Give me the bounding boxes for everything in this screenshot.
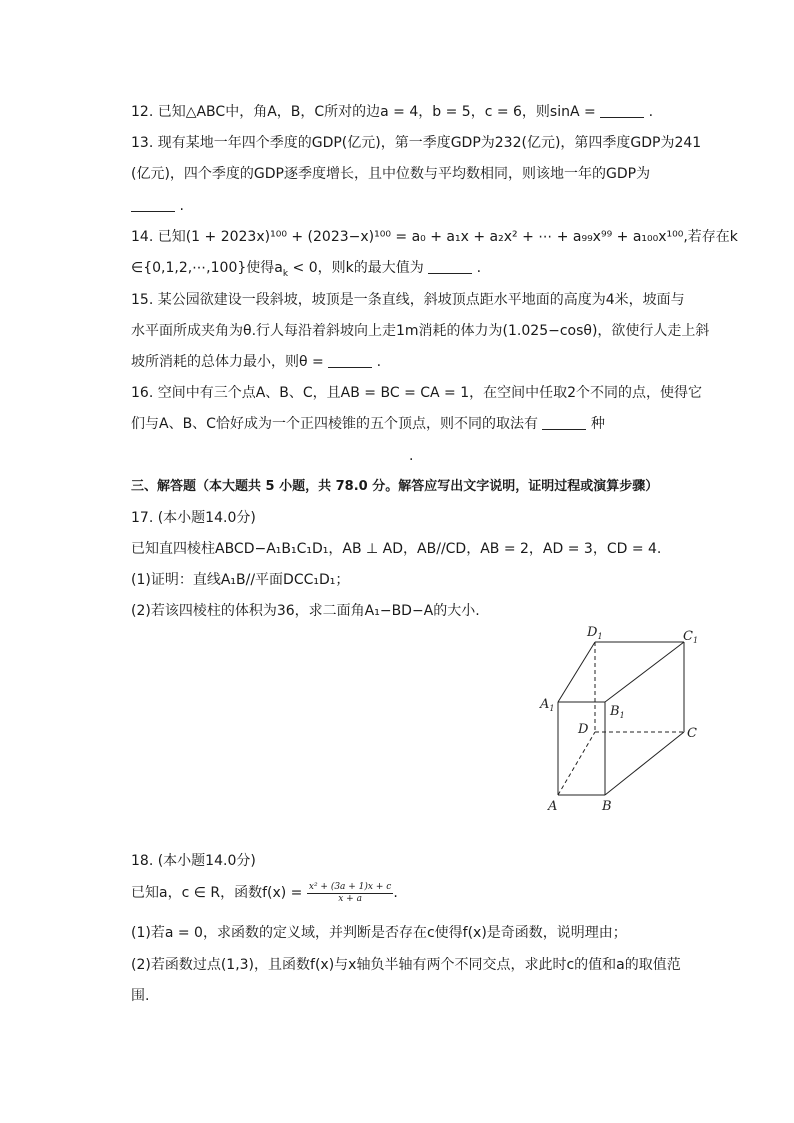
q17-line-3: (2)若该四棱柱的体积为36，求二面角A₁−BD−A的大小. [131, 603, 480, 619]
q16-line-1: 16. 空间中有三个点A、B、C，且AB = BC = CA = 1，在空间中任取2个不同的点，使得它 [131, 385, 703, 401]
edge-a-d-hidden [558, 732, 595, 795]
label-d1: $D_1$ [587, 625, 603, 641]
q16-line-2 [131, 414, 605, 434]
question-12 [131, 102, 653, 122]
q14-condition: < 0，则k的最大值为 [288, 260, 424, 276]
label-b: B [602, 799, 612, 814]
q13-period: . [179, 198, 184, 214]
q18-denominator: x + a [338, 893, 362, 904]
q15-line-3 [131, 352, 381, 372]
prism-figure [530, 620, 710, 820]
q18-line-3: (2)若函数过点(1,3)，且函数f(x)与x轴负半轴有两个不同交点，求此时c的值和a的取值范 [131, 957, 681, 973]
q13-line-1: 13. 现有某地一年四个季度的GDP(亿元)，第一季度GDP为232(亿元)，第四季度GDP为241 [131, 135, 702, 151]
section-3-heading: 三、解答题（本大题共 5 小题，共 78.0 分。解答应写出文字说明，证明过程或演算步骤） [131, 479, 659, 494]
q16-dot: . [409, 448, 414, 464]
q18-fraction [307, 882, 393, 905]
q13-answer-blank[interactable] [131, 197, 175, 212]
q13-line-3 [131, 196, 184, 216]
q12-answer-blank[interactable] [600, 103, 644, 118]
q14-answer-blank[interactable] [428, 259, 472, 274]
label-a1: $A_1$ [540, 697, 555, 713]
q17-line-2: (1)证明：直线A₁B//平面DCC₁D₁； [131, 572, 350, 588]
q18-line-2: (1)若a = 0，求函数的定义域，并判断是否存在c使得f(x)是奇函数，说明理由； [131, 925, 627, 941]
q18-header: 18. (本小题14.0分) [131, 853, 256, 869]
label-d: D [578, 722, 589, 737]
q16-unit: 种 [590, 416, 605, 432]
q16-text: 们与A、B、C恰好成为一个正四棱锥的五个顶点，则不同的取法有 [131, 416, 538, 432]
q12-text: 12. 已知△ABC中，角A，B，C所对的边a = 4，b = 5，c = 6，则sinA = [131, 104, 596, 120]
q14-subscript: k [282, 268, 289, 279]
q18-numerator: x² + (3a + 1)x + c [308, 881, 392, 892]
q18-period: . [393, 885, 398, 901]
q15-period: . [376, 354, 382, 370]
q17-line-1: 已知直四棱柱ABCD−A₁B₁C₁D₁，AB ⊥ AD，AB//CD，AB = 2，AD = 3，CD = 4. [131, 541, 662, 557]
label-a: A [548, 799, 558, 814]
q18-intro: 已知a，c ∈ R，函数f(x) = [131, 885, 303, 901]
q17-header: 17. (本小题14.0分) [131, 510, 256, 526]
q14-set: ∈{0,1,2,⋯,100}使得a [131, 260, 283, 276]
label-c1: $C_1$ [683, 629, 699, 645]
q14-line-2 [131, 258, 481, 284]
q15-answer-blank[interactable] [328, 353, 372, 368]
edge-b-c [605, 732, 684, 795]
edge-a1-d1 [558, 642, 595, 702]
q14-line-1: 14. 已知(1 + 2023x)¹⁰⁰ + (2023−x)¹⁰⁰ = a₀ + a₁x + a₂x² + ⋯ + a₉₉x⁹⁹ + a₁₀₀x¹⁰⁰,若存在k [131, 229, 738, 245]
q15-line-2: 水平面所成夹角为θ.行人每沿着斜坡向上走1m消耗的体力为(1.025−cosθ)，欲使行人走上斜 [131, 323, 710, 339]
q14-period: . [476, 260, 482, 276]
q15-text: 坡所消耗的总体力最小，则θ = [131, 354, 324, 370]
q15-line-1: 15. 某公园欲建设一段斜坡，坡顶是一条直线，斜坡顶点距水平地面的高度为4米，坡面与 [131, 292, 685, 308]
label-c: C [687, 726, 697, 741]
label-b1: $B_1$ [610, 704, 625, 720]
q18-line-1 [131, 880, 398, 906]
q16-answer-blank[interactable] [542, 415, 586, 430]
edge-c1-b1 [605, 642, 684, 702]
q18-line-4: 围. [131, 988, 150, 1004]
q12-period: . [648, 104, 654, 120]
q13-line-2: (亿元)，四个季度的GDP逐季度增长，且中位数与平均数相同，则该地一年的GDP为 [131, 166, 651, 182]
